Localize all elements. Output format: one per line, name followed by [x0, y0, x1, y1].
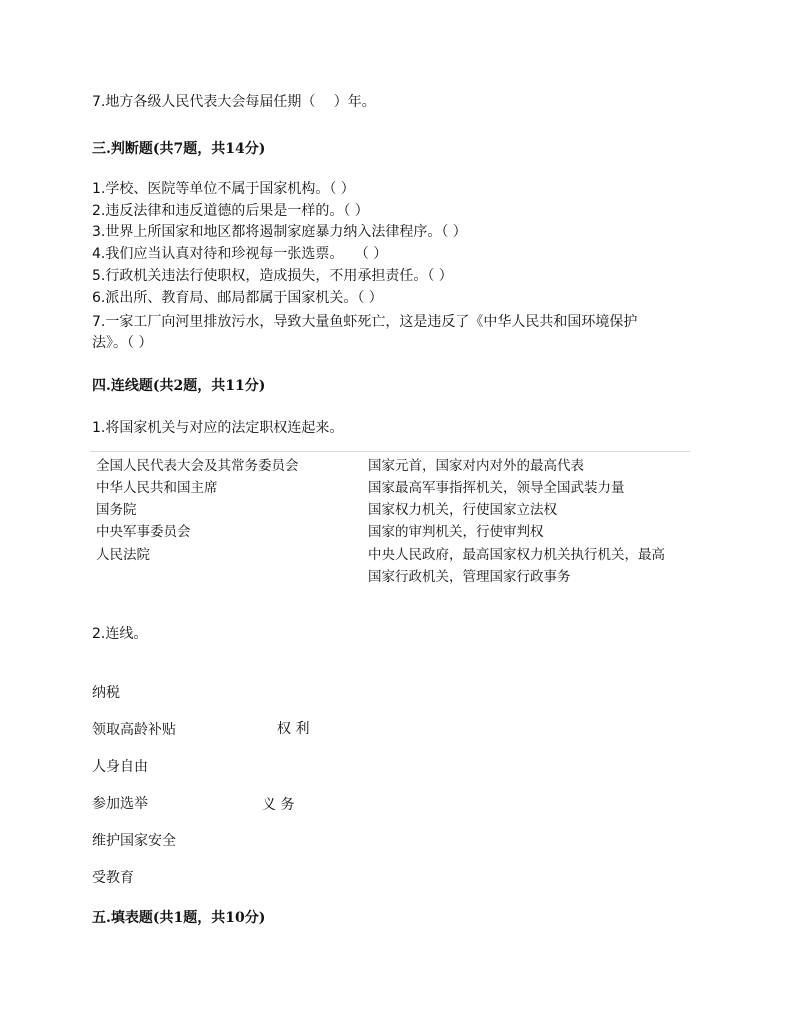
judge-question-3: 3.世界上所国家和地区都将遏制家庭暴力纳入法律程序。（ ） [92, 224, 467, 240]
section-judge-title: 三.判断题(共7题，共14分) [92, 141, 266, 157]
judge-question-7-continued: 法》。（ ） [92, 335, 153, 351]
behavior-item: 人身自由 [92, 759, 148, 775]
fill-question-7: 7.地方各级人民代表大会每届任期（ ）年。 [92, 94, 376, 110]
judge-question-7: 7.一家工厂向河里排放污水，导致大量鱼虾死亡，这是违反了《中华人民共和国环境保护 [92, 314, 638, 330]
legal-power-item: 国家最高军事指挥机关，领导全国武装力量 [368, 480, 625, 496]
legal-power-item: 国家权力机关，行使国家立法权 [368, 502, 557, 518]
judge-question-1: 1.学校、医院等单位不属于国家机构。（ ） [92, 181, 355, 197]
legal-power-item-continued: 国家行政机关，管理国家行政事务 [368, 569, 571, 585]
legal-power-item: 国家的审判机关，行使审判权 [368, 524, 544, 540]
state-organ-item: 中华人民共和国主席 [96, 480, 218, 496]
state-organ-item: 人民法院 [96, 547, 150, 563]
table-top-rule [90, 451, 690, 452]
state-organ-item: 全国人民代表大会及其常务委员会 [96, 458, 299, 474]
judge-question-6: 6.派出所、教育局、邮局都属于国家机关。（ ） [92, 290, 383, 306]
connect-question-1-prompt: 1.将国家机关与对应的法定职权连起来。 [92, 420, 344, 436]
rights-label: 权 利 [277, 721, 310, 737]
duties-label: 义 务 [262, 797, 295, 813]
state-organ-item: 中央军事委员会 [96, 524, 191, 540]
judge-question-4: 4.我们应当认真对待和珍视每一张选票。 （ ） [92, 246, 388, 262]
section-table-fill-title: 五.填表题(共1题，共10分) [92, 910, 266, 926]
behavior-item: 受教育 [92, 870, 134, 886]
legal-power-item: 中央人民政府，最高国家权力机关执行机关，最高 [368, 547, 665, 563]
judge-question-5: 5.行政机关违法行使职权，造成损失，不用承担责任。（ ） [92, 268, 453, 284]
judge-question-2: 2.违反法律和违反道德的后果是一样的。（ ） [92, 203, 369, 219]
state-organ-item: 国务院 [96, 502, 137, 518]
behavior-item: 参加选举 [92, 796, 148, 812]
behavior-item: 纳税 [92, 685, 120, 701]
behavior-item: 维护国家安全 [92, 833, 176, 849]
section-connect-title: 四.连线题(共2题，共11分) [92, 378, 266, 394]
connect-question-2-prompt: 2.连线。 [92, 626, 148, 642]
legal-power-item: 国家元首，国家对内对外的最高代表 [368, 458, 584, 474]
behavior-item: 领取高龄补贴 [92, 722, 176, 738]
